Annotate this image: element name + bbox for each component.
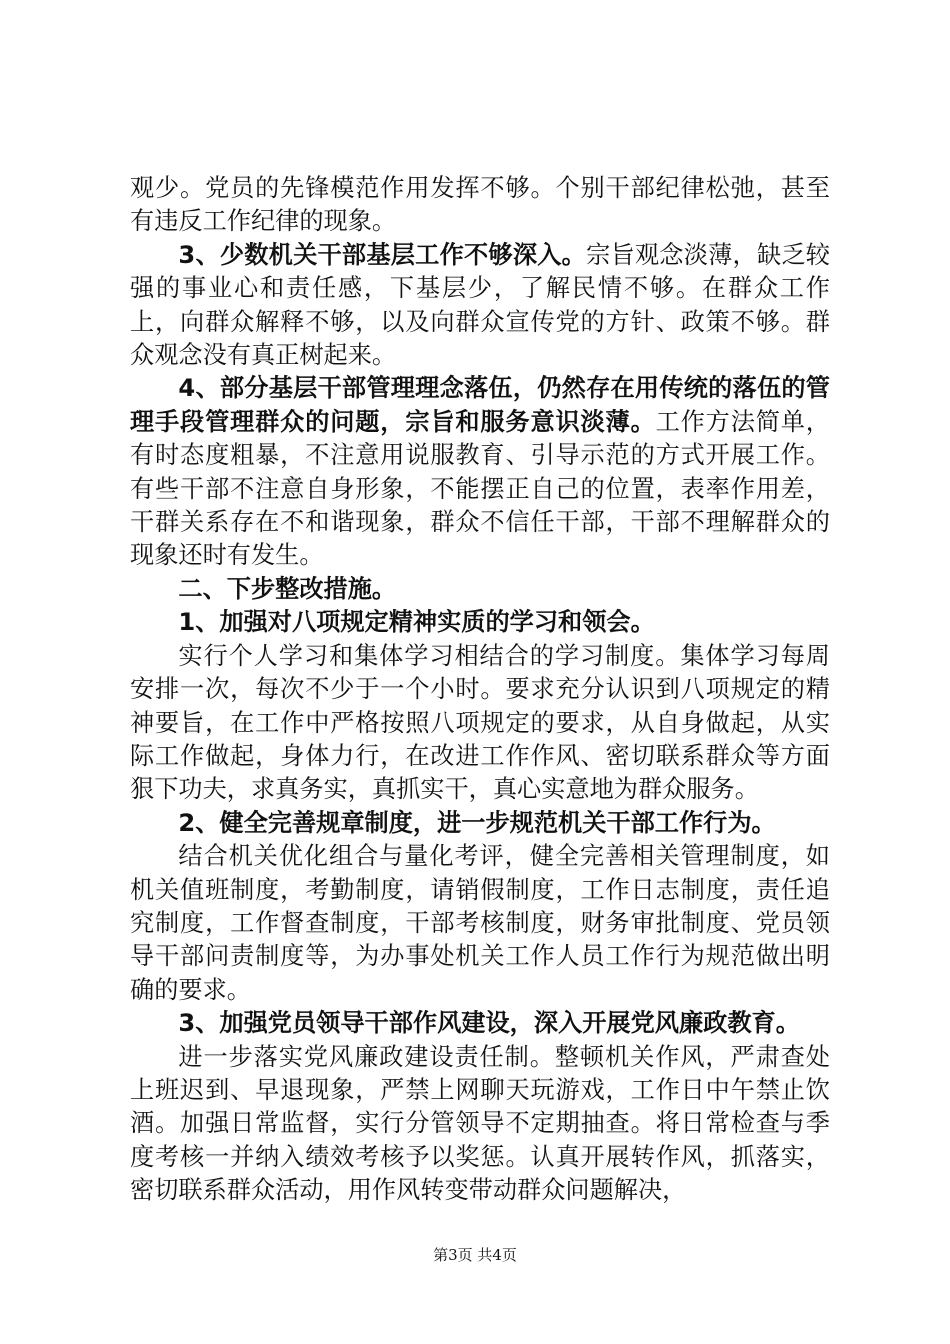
measure-title: 3、加强党员领导干部作风建设，深入开展党风廉政教育。 xyxy=(178,1009,800,1038)
page-footer xyxy=(0,1244,950,1265)
measure-body-2 xyxy=(130,840,830,1007)
section-title: 二、下步整改措施。 xyxy=(178,574,397,603)
paragraph-text: 结合机关优化组合与量化考评，健全完善相关管理制度，如机关值班制度，考勤制度，请销假制度，工作日志制度，责任追究制度，工作督查制度，干部考核制度，财务审批制度、党员领导干部问责制度等，为办事处机关工作人员工作行为规范做出明确的要求。 xyxy=(130,842,830,1004)
paragraph-text: 进一步落实党风廉政建设责任制。整顿机关作风，严肃查处上班迟到、早退现象，严禁上网聊天玩游戏，工作日中午禁止饮酒。加强日常监督，实行分管领导不定期抽查。将日常检查与季度考核一并纳入绩效考核予以奖惩。认真开展转作风，抓落实，密切联系群众活动，用作风转变带动群众问题解决， xyxy=(130,1042,830,1205)
paragraph-heading: 4、部分基层干部管理理念落伍，仍然存在用传统的落伍的管理手段管理群众的问题，宗旨和服务意识淡薄。 xyxy=(130,374,830,436)
paragraph-issue-3 xyxy=(130,239,830,373)
paragraph-text: 宗旨观念淡薄，缺乏较强的事业心和责任感，下基层少，了解民情不够。在群众工作上，向群众解释不够，以及向群众宣传党的方针、政策不够。群众观念没有真正树起来。 xyxy=(130,240,830,370)
paragraph-text: 工作方法简单，有时态度粗暴，不注意用说服教育、引导示范的方式开展工作。有些干部不注意自身形象，不能摆正自己的位置，表率作用差，干群关系存在不和谐现象，群众不信任干部，干部不理解群众的现象还时有发生。 xyxy=(130,407,830,570)
page-number-label: 第3页 共4页 xyxy=(433,1246,517,1264)
measure-body-3 xyxy=(130,1041,830,1208)
measure-title: 2、健全完善规章制度，进一步规范机关干部工作行为。 xyxy=(178,808,776,837)
measure-heading-3 xyxy=(130,1007,830,1040)
measure-heading-1 xyxy=(130,606,830,639)
paragraph-issue-4 xyxy=(130,372,830,572)
paragraph-text: 观少。党员的先锋模范作用发挥不够。个别干部纪律松弛，甚至有违反工作纪律的现象。 xyxy=(130,174,830,236)
paragraph-heading: 3、少数机关干部基层工作不够深入。 xyxy=(178,240,587,269)
measure-heading-2 xyxy=(130,807,830,840)
paragraph-text: 实行个人学习和集体学习相结合的学习制度。集体学习每周安排一次，每次不少于一个小时。要求充分认识到八项规定的精神要旨，在工作中严格按照八项规定的要求，从自身做起，从实际工作做起，身体力行，在改进工作作风、密切联系群众等方面狠下功夫，求真务实，真抓实干，真心实意地为群众服务。 xyxy=(130,641,830,804)
document-body xyxy=(130,172,830,1208)
measure-body-1 xyxy=(130,640,830,807)
section-heading-measures xyxy=(130,573,830,606)
measure-title: 1、加强对八项规定精神实质的学习和领会。 xyxy=(178,608,655,637)
paragraph-continuation xyxy=(130,172,830,239)
